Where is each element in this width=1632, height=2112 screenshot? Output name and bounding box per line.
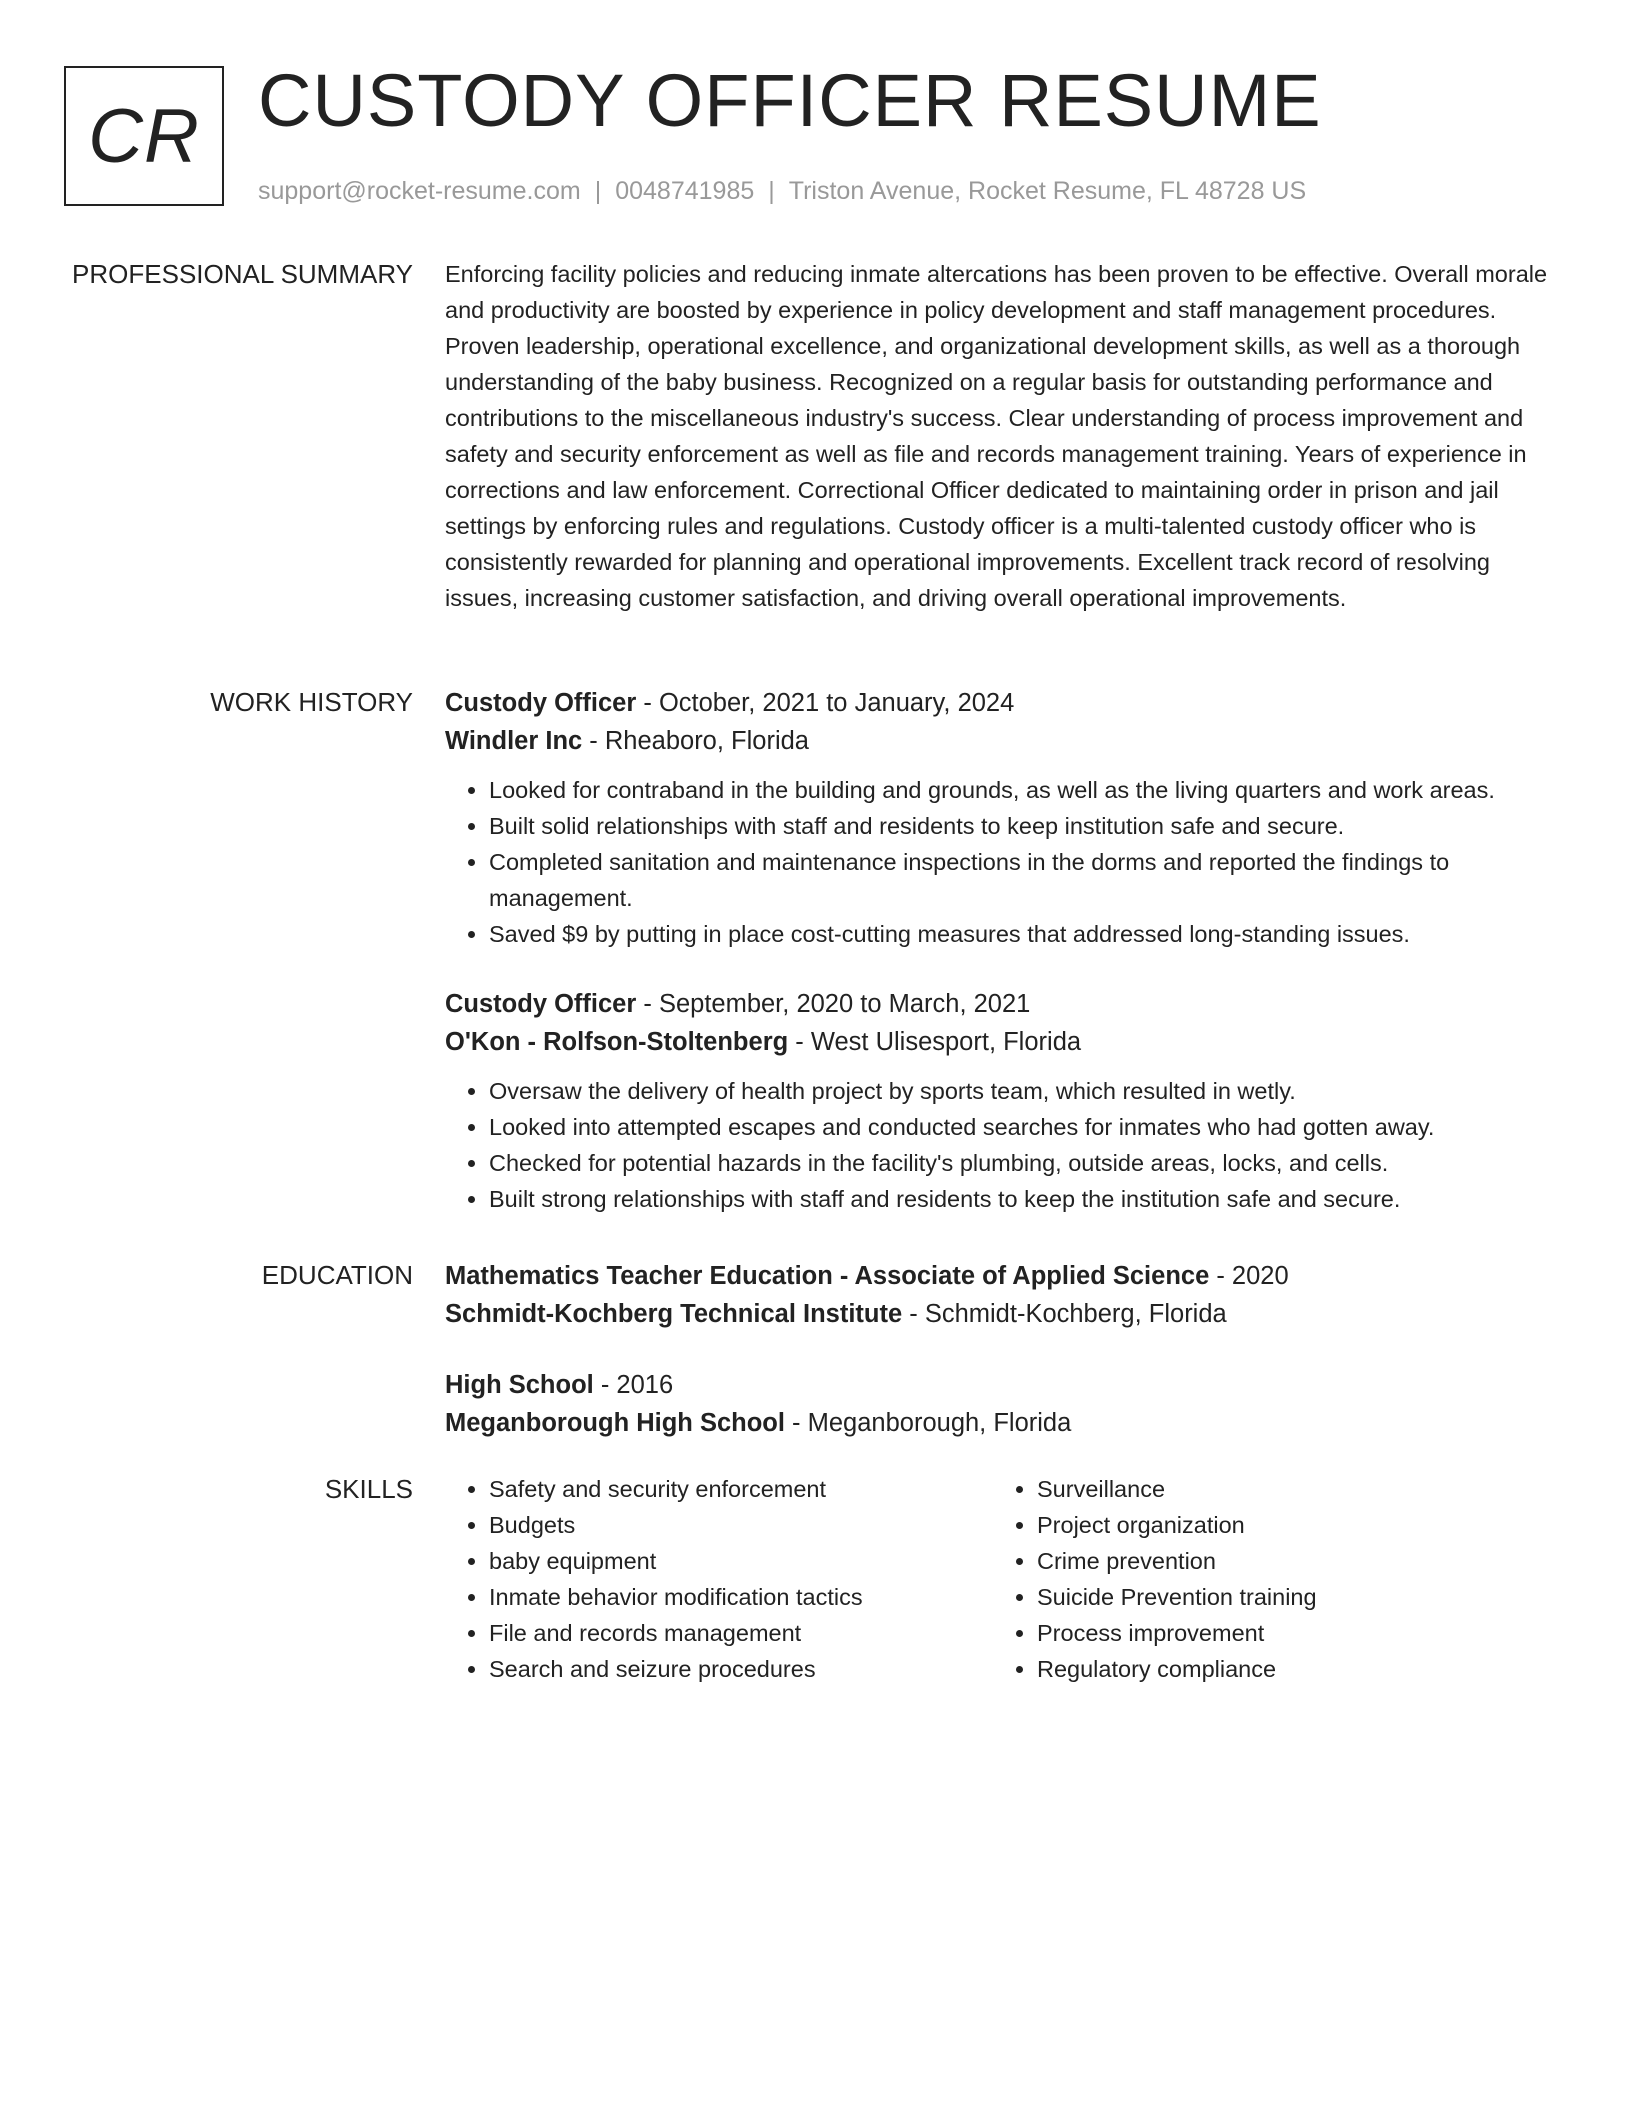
summary-content (445, 256, 1565, 616)
education-location: - Meganborough, Florida (784, 1409, 1072, 1437)
job-bullet: • Looked for contraband in the building and grounds, as well as the living quarters and work areas. (489, 772, 1565, 808)
job-location: - Rheaboro, Florida (582, 727, 809, 755)
skills-content (445, 1471, 1565, 1687)
contact-phone: 0048741985 (615, 177, 755, 205)
contact-separator: | (768, 177, 775, 205)
education-degree: Mathematics Teacher Education - Associate of Applied Science (445, 1262, 1210, 1290)
skills-list (445, 1471, 993, 1687)
education-year: - 2016 (593, 1371, 674, 1399)
section-label-skills: SKILLS (324, 1474, 413, 1504)
skill-item: • Surveillance (1037, 1471, 1541, 1507)
job-bullet: • Built solid relationships with staff and residents to keep institution safe and secure. (489, 808, 1565, 844)
job-location: - West Ulisesport, Florida (788, 1028, 1082, 1056)
job-company-line (445, 1023, 1565, 1061)
skill-item: • baby equipment (489, 1543, 993, 1579)
job-title: Custody Officer (445, 990, 637, 1018)
job-bullet: • Oversaw the delivery of health project by sports team, which resulted in wetly. (489, 1073, 1565, 1109)
education-degree-line (445, 1257, 1565, 1295)
job-entry (445, 684, 1565, 952)
contact-address: Triston Avenue, Rocket Resume, FL 48728 US (788, 177, 1307, 205)
education-entry (445, 1257, 1565, 1333)
section-label-education: EDUCATION (261, 1260, 413, 1290)
monogram-initials: CR (88, 93, 200, 179)
job-dates: - September, 2020 to March, 2021 (636, 990, 1031, 1018)
skill-item: • Process improvement (1037, 1615, 1541, 1651)
contact-line (258, 174, 1306, 208)
skill-item: • File and records management (489, 1615, 993, 1651)
skill-item: • Suicide Prevention training (1037, 1579, 1541, 1615)
section-label-work-history: WORK HISTORY (210, 687, 413, 717)
skills-columns (445, 1471, 1565, 1687)
work-history-content (445, 684, 1565, 1217)
education-degree: High School (445, 1371, 594, 1399)
job-entry (445, 985, 1565, 1217)
skill-item: • Inmate behavior modification tactics (489, 1579, 993, 1615)
job-bullet: • Looked into attempted escapes and conducted searches for inmates who had gotten away. (489, 1109, 1565, 1145)
job-bullet: • Checked for potential hazards in the facility's plumbing, outside areas, locks, and cells. (489, 1145, 1565, 1181)
education-school-line (445, 1404, 1565, 1442)
job-company-line (445, 722, 1565, 760)
skill-item: • Budgets (489, 1507, 993, 1543)
job-bullet: • Completed sanitation and maintenance inspections in the dorms and reported the findings to management. (489, 844, 1565, 916)
section-label-summary: PROFESSIONAL SUMMARY (72, 259, 413, 289)
resume-title: CUSTODY OFFICER RESUME (258, 59, 1322, 142)
education-school: Schmidt-Kochberg Technical Institute (445, 1300, 903, 1328)
job-bullet: • Saved $9 by putting in place cost-cutting measures that addressed long-standing issues. (489, 916, 1565, 952)
job-dates: - October, 2021 to January, 2024 (636, 689, 1015, 717)
skills-list (993, 1471, 1541, 1687)
job-title: Custody Officer (445, 689, 637, 717)
skill-item: • Search and seizure procedures (489, 1651, 993, 1687)
education-school: Meganborough High School (445, 1409, 785, 1437)
education-school-line (445, 1295, 1565, 1333)
skill-item: • Crime prevention (1037, 1543, 1541, 1579)
job-title-line (445, 684, 1565, 722)
education-location: - Schmidt-Kochberg, Florida (902, 1300, 1227, 1328)
monogram-box (64, 66, 224, 206)
skill-item: • Project organization (1037, 1507, 1541, 1543)
skill-item: • Safety and security enforcement (489, 1471, 993, 1507)
contact-email: support@rocket-resume.com (258, 177, 581, 205)
skill-item: • Regulatory compliance (1037, 1651, 1541, 1687)
job-company: O'Kon - Rolfson-Stoltenberg (445, 1028, 789, 1056)
education-year: - 2020 (1209, 1262, 1289, 1290)
education-content (445, 1257, 1565, 1442)
job-bullets (445, 1073, 1565, 1217)
education-entry (445, 1366, 1565, 1442)
summary-text: Enforcing facility policies and reducing inmate altercations has been proven to be effective. Overall morale and productivity are boosted by experience in policy development and staff management procedures. Proven leadership, operational excellence, and organizational development skills, as well as a thorough understanding of the baby business. Recognized on a regular basis for outstanding performance and contributions to the miscellaneous industry's success. Clear understanding of process improvement and safety and security enforcement as well as file and records management training. Years of experience in corrections and law enforcement. Correctional Officer dedicated to maintaining order in prison and jail settings by enforcing rules and regulations. Custody officer is a multi-talented custody officer who is consistently rewarded for planning and operational improvements. Excellent track record of resolving issues, increasing customer satisfaction, and driving overall operational improvements. (445, 261, 1548, 611)
skills-column-right (993, 1471, 1541, 1687)
job-bullets (445, 772, 1565, 952)
contact-separator: | (594, 177, 602, 205)
education-degree-line (445, 1366, 1565, 1404)
job-company: Windler Inc (445, 727, 583, 755)
job-title-line (445, 985, 1565, 1023)
skills-column-left (445, 1471, 993, 1687)
job-bullet: • Built strong relationships with staff and residents to keep the institution safe and secure. (489, 1181, 1565, 1217)
